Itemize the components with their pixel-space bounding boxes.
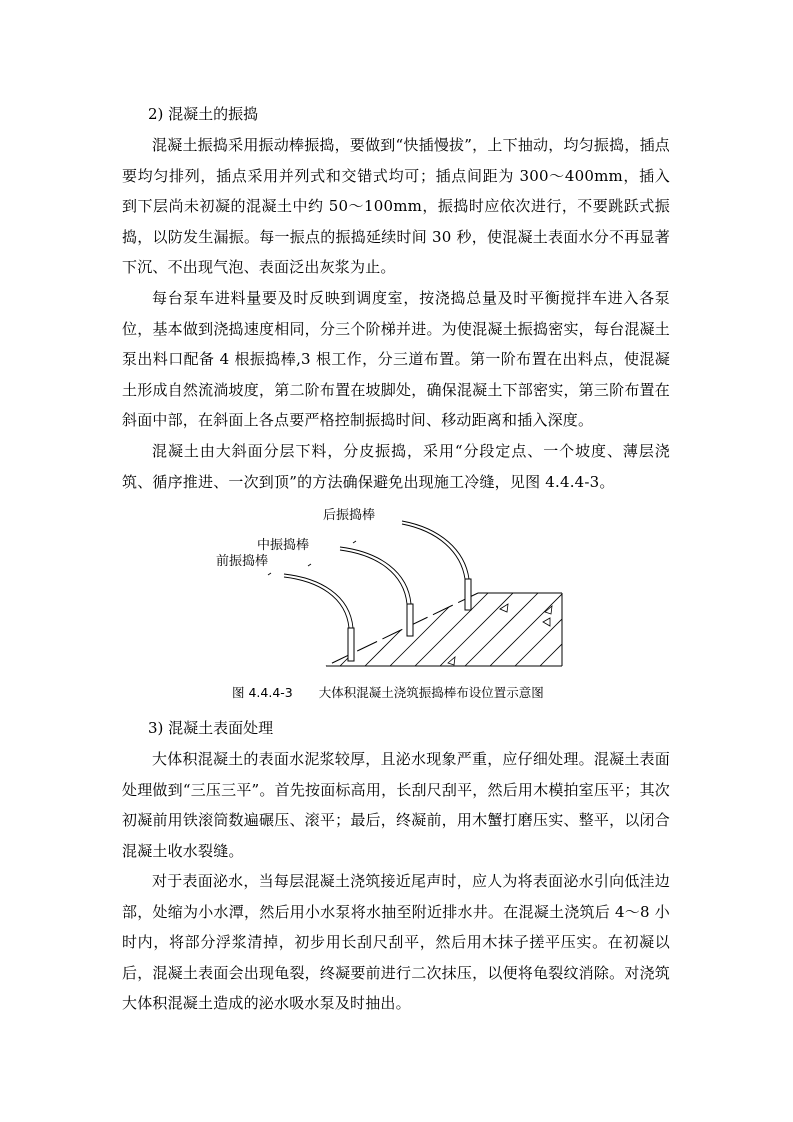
- paragraph-layered-pouring: 混凝土由大斜面分层下料，分皮振捣，采用“分段定点、一个坡度、薄层浇筑、循序推进、一次到顶”的方法确保避免出现施工冷缝，见图 4.4.4-3。: [122, 442, 670, 491]
- vibrator-hoses: [284, 521, 469, 628]
- paragraph-vibration-method: 混凝土振捣采用振动棒振捣，要做到“快插慢拔”，上下抽动，均匀振捣，插点要均匀排列，插点采用并列式和交错式均可；插点间距为 300～400mm，插入到下层尚未初凝的混凝土中约 50～100mm，振捣时应依次进行，不要跳跃式振捣，以防发生漏振。每一振点的振捣延续时间 30 秒，使混凝土表面水分不再显著下沉、不出现气泡、表面泛出灰浆为止。: [122, 136, 670, 276]
- label-rear-vibrator: 后振捣棒: [323, 508, 376, 523]
- paragraph-bleeding-water: 对于表面泌水，当每层混凝土浇筑接近尾声时，应人为将表面泌水引向低洼边部，处缩为小水潭，然后用小水泵将水抽至附近排水井。在混凝土浇筑后 4～8 小时内，将部分浮浆清掉，初步用长刮尺刮平，然后用木抹子搓平压实。在初凝以后，混凝土表面会出现龟裂，终凝要前进行二次抹压，以便将龟裂纹消除。对浇筑大体积混凝土造成的泌水吸水泵及时抽出。: [122, 872, 670, 1012]
- figure-caption: [232, 683, 544, 701]
- label-front-vibrator: 前振捣棒: [216, 554, 269, 569]
- vibrator-layout-diagram: [200, 500, 600, 680]
- label-middle-vibrator: 中振捣棒: [257, 538, 310, 553]
- paragraph-surface-treatment: 大体积混凝土的表面水泥浆较厚，且泌水现象严重，应仔细处理。混凝土表面处理做到“三压三平”。首先按面标高用，长刮尺刮平，然后用木模拍室压平；其次初凝前用铁滚筒数遍碾压、滚平；最后，终凝前，用木蟹打磨压实、整平，以闭合混凝土收水裂缝。: [122, 750, 670, 860]
- section-heading-surface: 3) 混凝土表面处理: [148, 719, 274, 737]
- vibrator-heads: [348, 579, 471, 661]
- section-heading-vibration: 2) 混凝土的振捣: [148, 105, 259, 123]
- figure-title: 大体积混凝土浇筑振捣棒布设位置示意图: [318, 685, 544, 700]
- paragraph-pump-feeding: 每台泵车进料量要及时反映到调度室，按浇捣总量及时平衡搅拌车进入各泵位，基本做到浇捣速度相同，分三个阶梯并进。为使混凝土振捣密实，每台混凝土泵出料口配备 4 根振捣棒,3 根工作，分三道布置。第一阶布置在出料点，使混凝土形成自然流淌坡度，第二阶布置在坡脚处，确保混凝土下部密实，第三阶布置在斜面中部，在斜面上各点要严格控制振捣时间、移动距离和插入深度。: [122, 289, 670, 429]
- figure-number: 图 4.4.4-3: [232, 685, 293, 700]
